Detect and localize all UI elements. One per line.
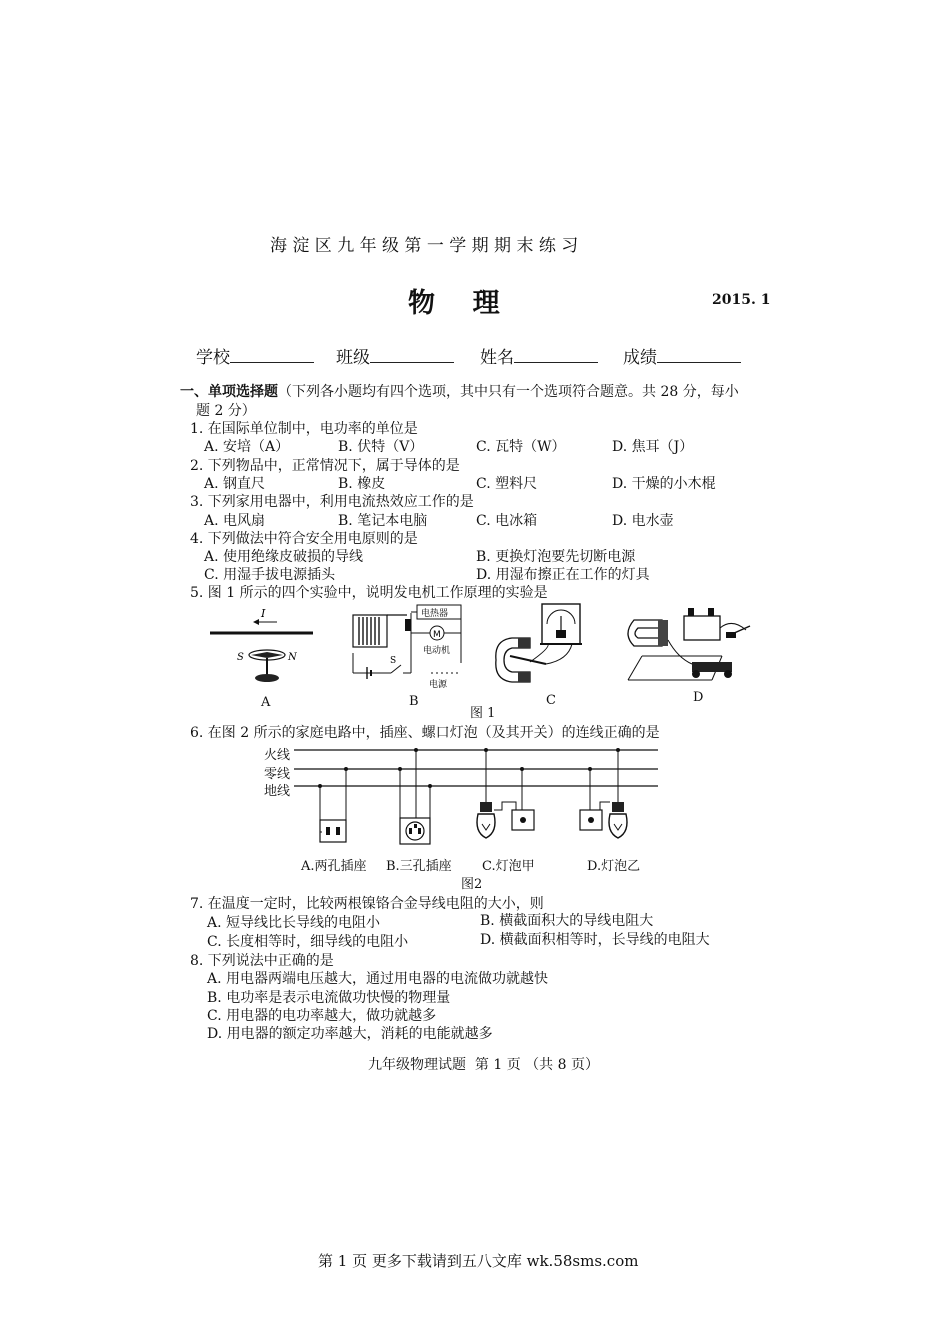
- q4-option-b[interactable]: B. 更换灯泡要先切断电源: [476, 549, 636, 565]
- q3-option-c[interactable]: C. 电冰箱: [476, 513, 538, 529]
- school-blank[interactable]: [230, 348, 314, 363]
- exam-title: 海 淀 区 九 年 级 第 一 学 期 期 末 练 习: [270, 236, 579, 256]
- fig1-caption: 图 1: [470, 706, 496, 721]
- question-3-stem: 3. 下列家用电器中，利用电流热效应工作的是: [190, 494, 474, 510]
- q3-option-d[interactable]: D. 电水壶: [612, 513, 674, 529]
- q7-option-b[interactable]: B. 横截面积大的导线电阻大: [480, 913, 654, 929]
- fig1-label-d: D: [693, 690, 704, 705]
- fig1-label-a: A: [261, 695, 271, 710]
- fig2-wire-neutral: 零线: [264, 767, 291, 782]
- figure2-circuit: [290, 740, 670, 858]
- fig1-power-label: 电源: [429, 680, 448, 690]
- score-blank[interactable]: [657, 348, 741, 363]
- class-blank[interactable]: [370, 348, 454, 363]
- question-6-stem: 6. 在图 2 所示的家庭电路中，插座、螺口灯泡（及其开关）的连线正确的是: [190, 725, 660, 741]
- fig2-lamp-yi: [580, 748, 627, 838]
- fig2-label-a: A.两孔插座: [301, 859, 367, 874]
- q3-option-b[interactable]: B. 笔记本电脑: [338, 513, 428, 529]
- q7-option-d[interactable]: D. 横截面积相等时，长导线的电阻大: [480, 932, 710, 948]
- q2-option-c[interactable]: C. 塑料尺: [476, 476, 538, 492]
- q2-option-d[interactable]: D. 干燥的小木棍: [612, 476, 716, 492]
- fig1-heater-label: 电热器: [421, 609, 449, 619]
- q3-option-a[interactable]: A. 电风扇: [204, 513, 266, 529]
- fig1-motor-label: 电动机: [423, 646, 451, 656]
- q1-option-d[interactable]: D. 焦耳（J）: [612, 439, 694, 455]
- fig1-pole-s: S: [237, 652, 244, 663]
- question-1-stem: 1. 在国际单位制中，电功率的单位是: [190, 421, 418, 437]
- fig2-caption: 图2: [461, 877, 483, 892]
- fig1-current-label: I: [261, 607, 266, 620]
- download-note: 第 1 页 更多下载请到五八文库 wk.58sms.com: [318, 1252, 639, 1270]
- fig2-wire-ground: 地线: [264, 784, 291, 799]
- fig2-wire-live: 火线: [264, 748, 291, 763]
- fig2-lamp-jia: [477, 748, 534, 838]
- info-school: [196, 343, 314, 368]
- info-name: [480, 343, 598, 368]
- question-4-stem: 4. 下列做法中符合安全用电原则的是: [190, 531, 418, 547]
- q8-option-a[interactable]: A. 用电器两端电压越大，通过用电器的电流做功就越快: [207, 971, 549, 987]
- fig1-switch-label: S: [390, 656, 397, 666]
- fig2-two-hole-socket: [318, 767, 348, 842]
- fig2-label-b: B.三孔插座: [386, 859, 452, 874]
- info-class: [336, 343, 454, 368]
- info-class-label: 班级: [336, 348, 370, 368]
- fig1-label-b: B: [409, 694, 419, 709]
- fig1-motor-symbol: M: [433, 630, 441, 640]
- figure1-panel-a: [205, 603, 325, 693]
- q4-option-a[interactable]: A. 使用绝缘皮破损的导线: [204, 549, 364, 565]
- subject-title: 物 理: [408, 288, 500, 319]
- figure1-panel-b: [345, 603, 465, 691]
- q1-option-c[interactable]: C. 瓦特（W）: [476, 439, 566, 455]
- info-score: [623, 343, 741, 368]
- fig2-label-d: D.灯泡乙: [587, 859, 641, 874]
- exam-date: 2015. 1: [712, 292, 771, 308]
- fig1-pole-n: N: [288, 652, 297, 663]
- question-8-stem: 8. 下列说法中正确的是: [190, 953, 334, 969]
- section1-heading: [180, 381, 739, 401]
- figure1-panel-c: [490, 600, 600, 688]
- info-school-label: 学校: [196, 348, 230, 368]
- fig1-label-c: C: [546, 693, 556, 708]
- q2-option-a[interactable]: A. 钢直尺: [204, 476, 266, 492]
- section1-instructions-cont: 题 2 分）: [196, 403, 256, 419]
- info-score-label: 成绩: [623, 348, 657, 368]
- q4-option-c[interactable]: C. 用湿手拔电源插头: [204, 567, 336, 583]
- figure1-panel-d: [622, 600, 757, 692]
- q1-option-b[interactable]: B. 伏特（V）: [338, 439, 424, 455]
- q8-option-c[interactable]: C. 用电器的电功率越大，做功就越多: [207, 1008, 437, 1024]
- q1-option-a[interactable]: A. 安培（A）: [204, 439, 290, 455]
- question-2-stem: 2. 下列物品中，正常情况下，属于导体的是: [190, 458, 460, 474]
- q7-option-c[interactable]: C. 长度相等时，细导线的电阻小: [207, 934, 409, 950]
- q2-option-b[interactable]: B. 橡皮: [338, 476, 386, 492]
- section1-title: 一、单项选择题: [180, 384, 278, 400]
- question-7-stem: 7. 在温度一定时，比较两根镍铬合金导线电阻的大小，则: [190, 896, 544, 912]
- q8-option-d[interactable]: D. 用电器的额定功率越大，消耗的电能就越多: [207, 1026, 493, 1042]
- q7-option-a[interactable]: A. 短导线比长导线的电阻小: [207, 915, 381, 931]
- fig2-label-c: C.灯泡甲: [482, 859, 535, 874]
- q8-option-b[interactable]: B. 电功率是表示电流做功快慢的物理量: [207, 990, 451, 1006]
- question-5-stem: 5. 图 1 所示的四个实验中，说明发电机工作原理的实验是: [190, 585, 548, 601]
- section1-instructions: （下列各小题均有四个选项，其中只有一个选项符合题意。共 28 分，每小: [278, 384, 739, 400]
- page-footer: 九年级物理试题 第 1 页 （共 8 页）: [368, 1057, 599, 1073]
- info-name-label: 姓名: [480, 348, 514, 368]
- name-blank[interactable]: [514, 348, 598, 363]
- q4-option-d[interactable]: D. 用湿布擦正在工作的灯具: [476, 567, 650, 583]
- fig2-three-hole-socket: [398, 748, 432, 844]
